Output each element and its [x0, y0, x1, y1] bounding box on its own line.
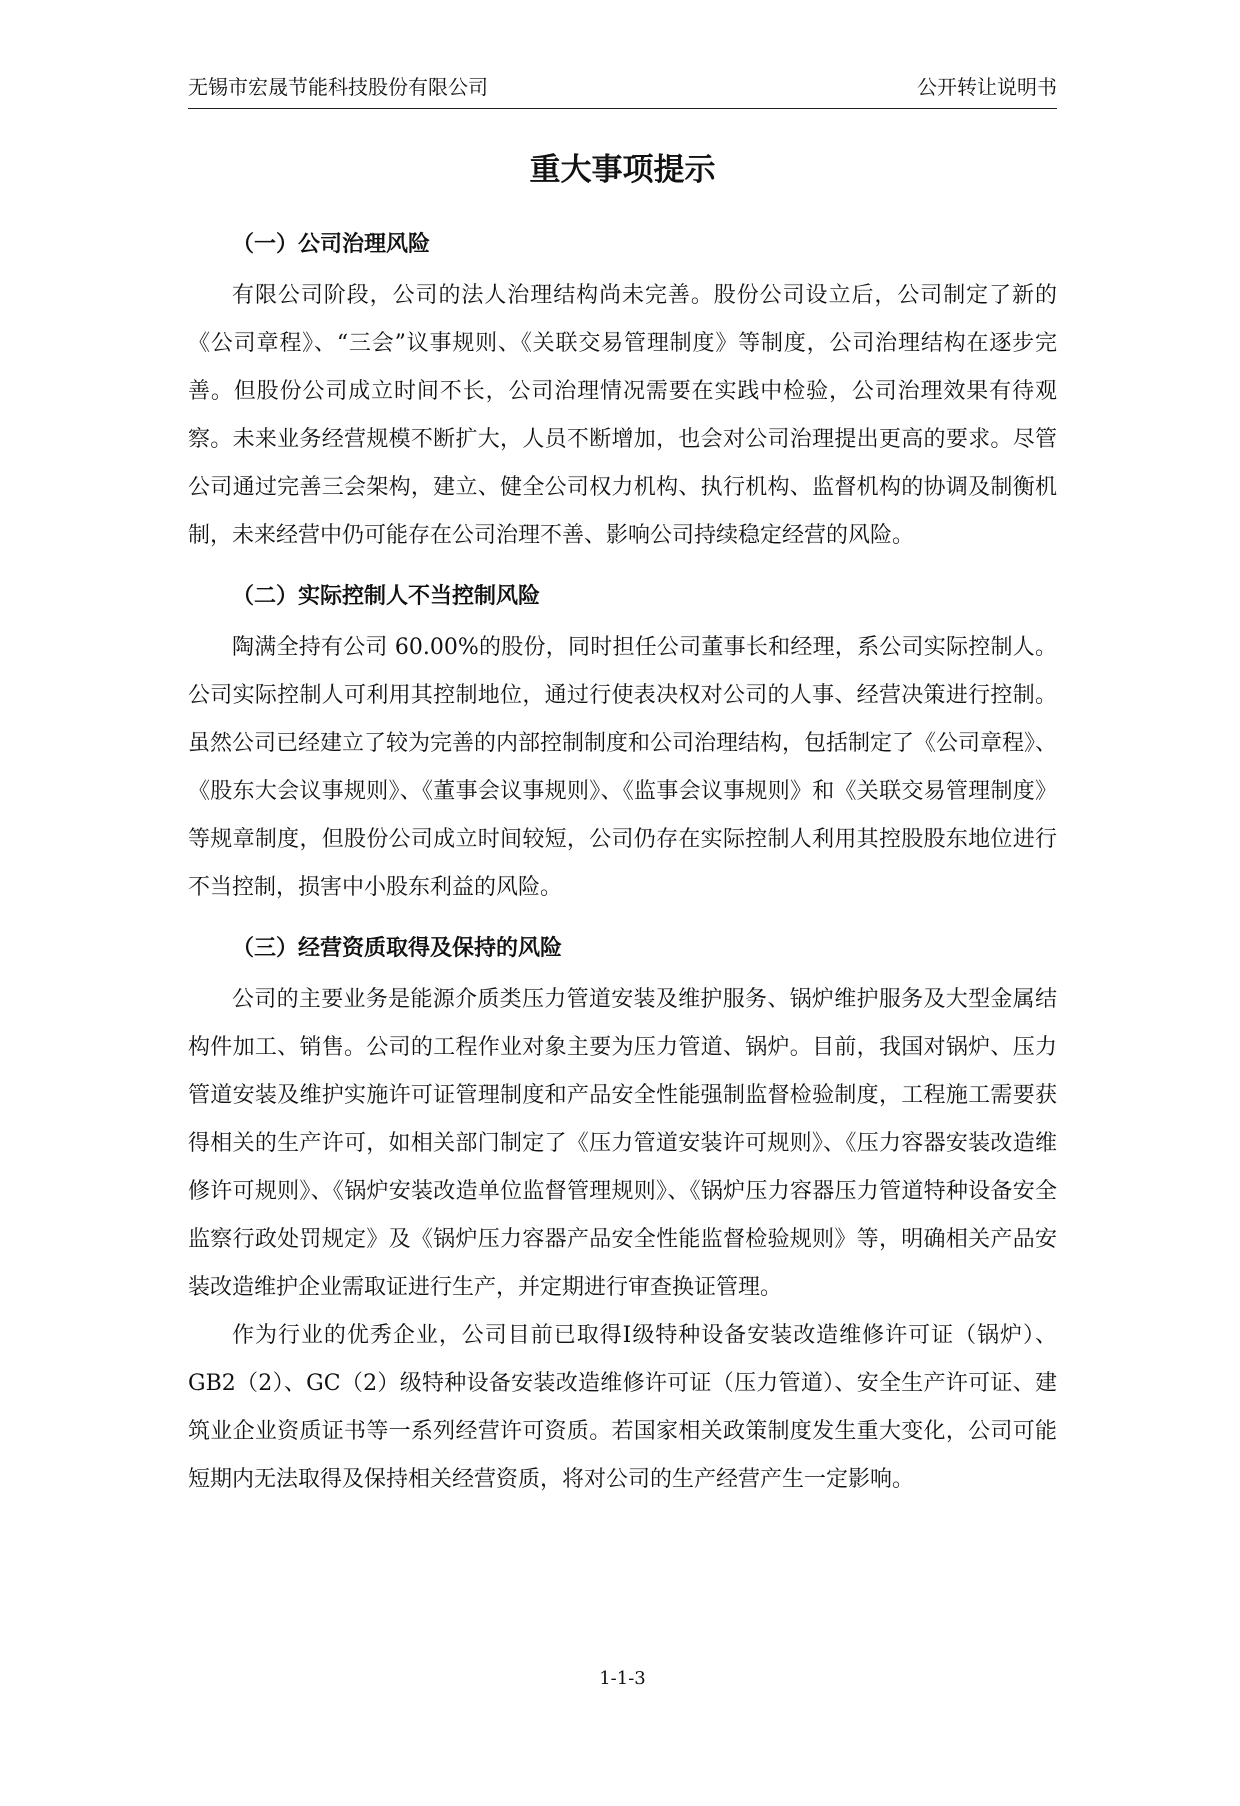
paragraph: 有限公司阶段，公司的法人治理结构尚未完善。股份公司设立后，公司制定了新的《公司章程》、“三会”议事规则、《关联交易管理制度》等制度，公司治理结构在逐步完善。但股份公司成立时间不长，公司治理情况需要在实践中检验，公司治理效果有待观察。未来业务经营规模不断扩大，人员不断增加，也会对公司治理提出更高的要求。尽管公司通过完善三会架构，建立、健全公司权力机构、执行机构、监督机构的协调及制衡机制，未来经营中仍可能存在公司治理不善、影响公司持续稳定经营的风险。 — [188, 283, 1057, 548]
document-type: 公开转让说明书 — [917, 75, 1057, 99]
page-title: 重大事项提示 — [529, 152, 716, 188]
section-controller-risk — [188, 574, 1057, 912]
paragraph: 公司的主要业务是能源介质类压力管道安装及维护服务、锅炉维护服务及大型金属结构件加工、销售。公司的工程作业对象主要为压力管道、锅炉。目前，我国对锅炉、压力管道安装及维护实施许可证管理制度和产品安全性能强制监督检验制度，工程施工需要获得相关的生产许可，如相关部门制定了《压力管道安装许可规则》、《压力容器安装改造维修许可规则》、《锅炉安装改造单位监督管理规则》、《锅炉压力容器压力管道特种设备安全监察行政处罚规定》及《锅炉压力容器产品安全性能监督检验规则》等，明确相关产品安装改造维护企业需取证进行生产，并定期进行审查换证管理。 — [188, 987, 1057, 1300]
section-qualification-risk — [188, 926, 1057, 1504]
section-heading: （二）实际控制人不当控制风险 — [232, 583, 541, 609]
main-content — [188, 222, 1057, 1504]
section-heading: （三）经营资质取得及保持的风险 — [232, 935, 563, 961]
paragraph: 陶满全持有公司 60.00%的股份，同时担任公司董事长和经理，系公司实际控制人。公司实际控制人可利用其控制地位，通过行使表决权对公司的人事、经营决策进行控制。虽然公司已经建立了较为完善的内部控制制度和公司治理结构，包括制定了《公司章程》、《股东大会议事规则》、《董事会议事规则》、《监事会议事规则》和《关联交易管理制度》等规章制度，但股份公司成立时间较短，公司仍存在实际控制人利用其控股股东地位进行不当控制，损害中小股东利益的风险。 — [188, 635, 1058, 900]
section-governance-risk — [188, 222, 1057, 560]
paragraph: 作为行业的优秀企业，公司目前已取得Ⅰ级特种设备安装改造维修许可证（锅炉）、GB2（2）、GC（2）级特种设备安装改造维修许可证（压力管道）、安全生产许可证、建筑业企业资质证书等一系列经营许可资质。若国家相关政策制度发生重大变化，公司可能短期内无法取得及保持相关经营资质，将对公司的生产经营产生一定影响。 — [188, 1323, 1057, 1492]
company-name: 无锡市宏晟节能科技股份有限公司 — [188, 75, 488, 99]
page-number: 1-1-3 — [599, 1668, 646, 1689]
page-header — [188, 72, 1057, 109]
section-heading: （一）公司治理风险 — [232, 231, 431, 257]
